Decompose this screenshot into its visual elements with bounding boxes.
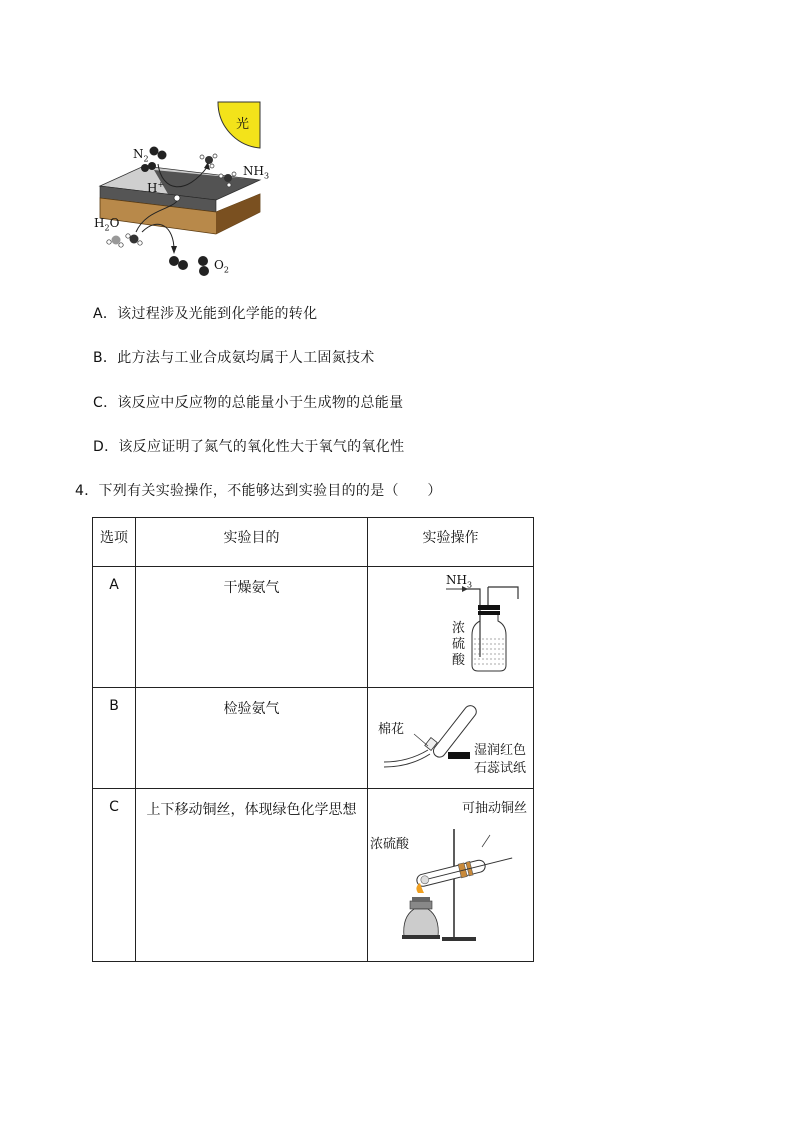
hplus-label: H+ [147, 180, 165, 195]
table-row [93, 789, 534, 962]
question-4: 4．下列有关实验操作，不能够达到实验目的的是（ ） [75, 483, 442, 499]
h2o-label: $H_2O$ [94, 216, 120, 233]
row-option: B [109, 698, 119, 714]
light-label: 光 [236, 117, 250, 132]
option-d: D．该反应证明了氮气的氧化性大于氧气的氧化性 [93, 439, 405, 455]
experiment-table [92, 517, 534, 962]
row-purpose: 干燥氨气 [223, 580, 280, 596]
reaction-diagram [88, 100, 288, 280]
cotton-label: 棉花 [378, 722, 405, 737]
acid-label-c: 浓硫酸 [370, 837, 410, 852]
o2-label: $O_2$ [214, 258, 229, 275]
acid-label: 浓 硫 酸 [452, 621, 466, 668]
figure-c-cell [368, 789, 534, 962]
figure-b-cell [368, 688, 534, 789]
table-row [93, 688, 534, 789]
litmus-label: 湿润红色 石蕊试纸 [474, 743, 527, 776]
figure-a-cell [368, 567, 534, 688]
row-purpose: 上下移动铜丝，体现绿色化学思想 [146, 802, 357, 818]
n2-label: $N_2$ [133, 147, 149, 164]
wire-label: 可抽动铜丝 [462, 801, 528, 816]
table-header-row [93, 518, 534, 567]
option-c: C．该反应中反应物的总能量小于生成物的总能量 [93, 395, 404, 411]
table-row [93, 567, 534, 688]
option-b: B．此方法与工业合成氨均属于人工固氮技术 [93, 350, 375, 366]
row-option: A [109, 577, 119, 593]
header-operation: 实验操作 [422, 530, 479, 546]
option-a: A．该过程涉及光能到化学能的转化 [93, 306, 318, 322]
nh3-label: $NH_3$ [243, 164, 270, 181]
row-purpose: 检验氨气 [223, 701, 280, 717]
row-option: C [109, 799, 119, 815]
header-option: 选项 [100, 530, 128, 546]
gas-label: $NH_3$ [446, 573, 473, 590]
header-purpose: 实验目的 [223, 530, 280, 546]
